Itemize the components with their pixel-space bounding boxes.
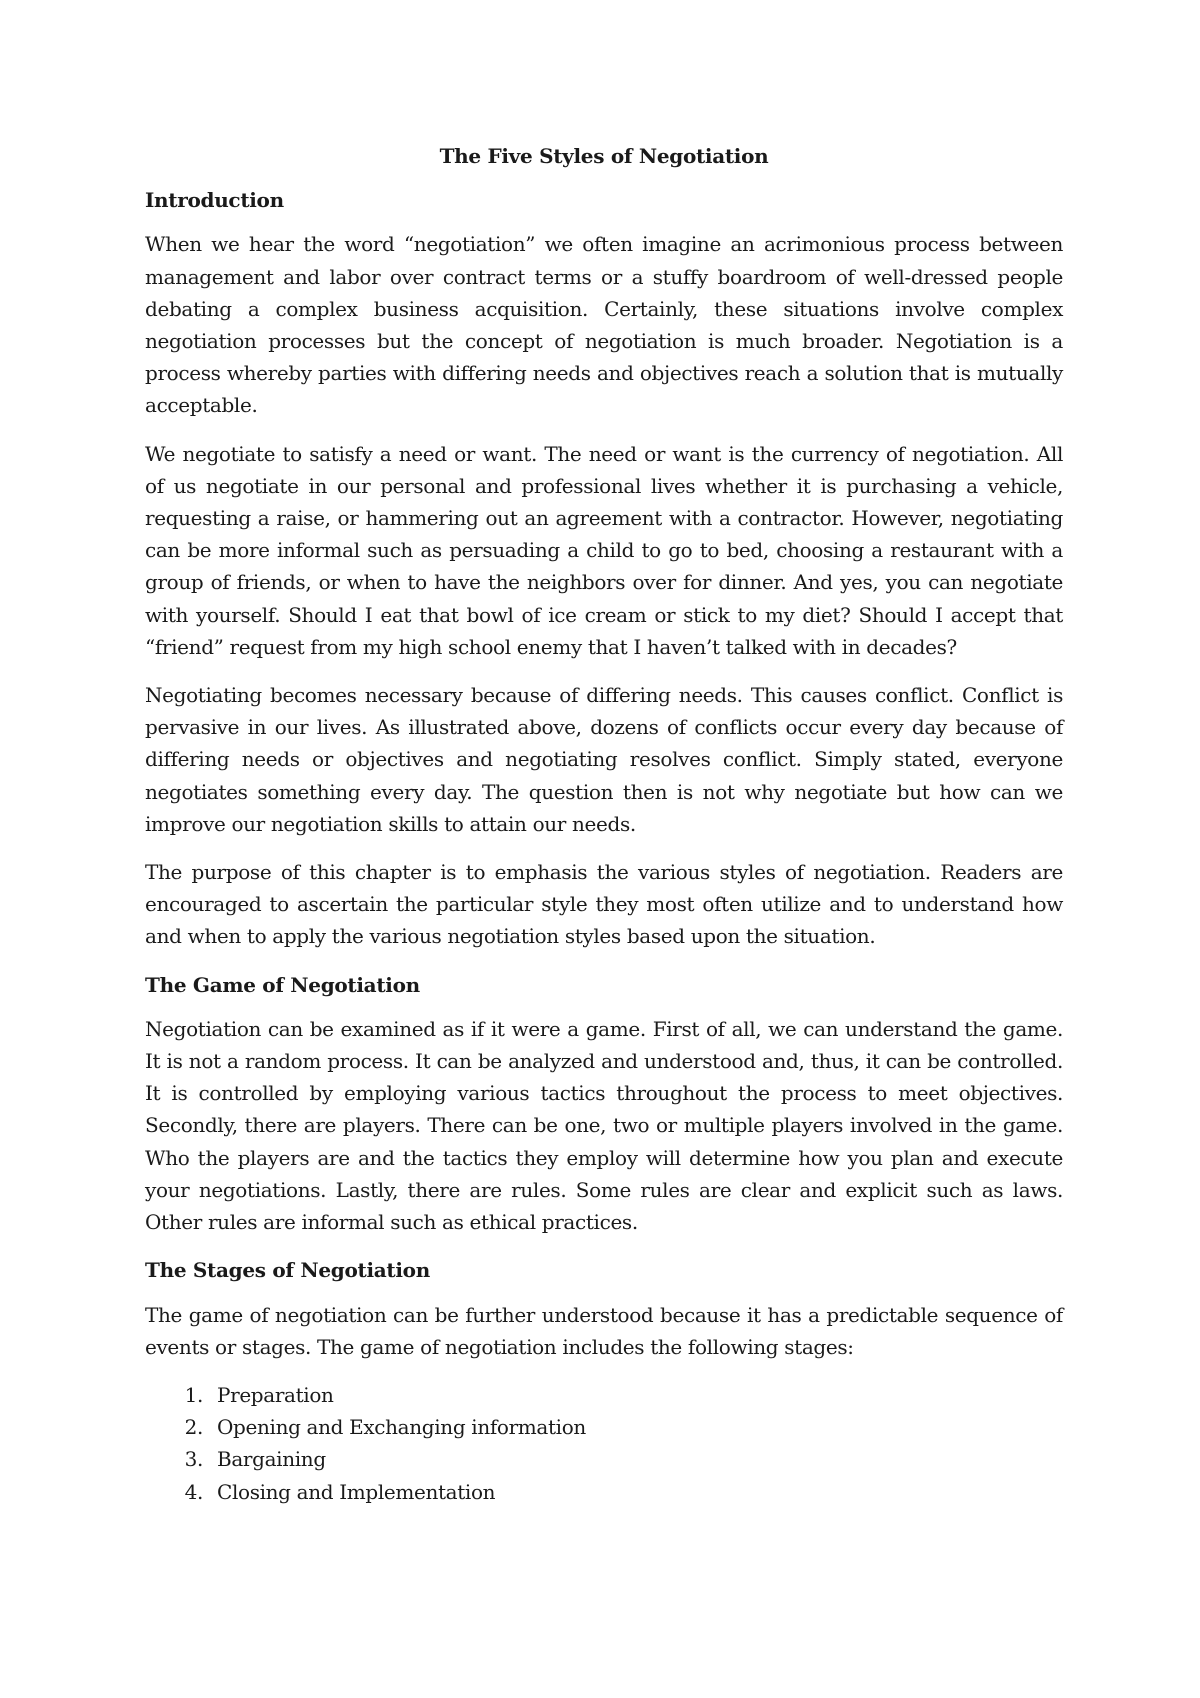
section-heading: The Game of Negotiation [145, 972, 420, 997]
list-item-number: 2. [184, 1415, 203, 1440]
section-heading: The Stages of Negotiation [145, 1258, 430, 1283]
list-item-label: Bargaining [217, 1447, 326, 1472]
section-game-of-negotiation [145, 969, 1063, 1239]
paragraph: The purpose of this chapter is to emphasis the various styles of negotiation. Readers are encouraged to ascertain the particular style they most often utilize and to understand how and when to apply the various negotiation styles based upon the situation. [145, 860, 1063, 949]
section-introduction [145, 184, 1063, 952]
list-item-number: 1. [184, 1382, 203, 1407]
document-title: The Five Styles of Negotiation [439, 144, 769, 168]
list-item [145, 1379, 1063, 1411]
list-item-number: 3. [184, 1447, 203, 1472]
list-item-label: Closing and Implementation [217, 1479, 496, 1504]
list-item-number: 4. [184, 1479, 203, 1504]
paragraph: When we hear the word “negotiation” we often imagine an acrimonious process between management and labor over contract terms or a stuffy boardroom of well-dressed people debating a complex business acquisition. Certainly, these situations involve complex negotiation processes but the concept of negotiation is much broader. Negotiation is a process whereby parties with differing needs and objectives reach a solution that is mutually acceptable. [145, 232, 1063, 418]
document-page [145, 140, 1063, 1508]
paragraph: The game of negotiation can be further understood because it has a predictable sequence of events or stages. The game of negotiation includes the following stages: [145, 1302, 1063, 1359]
section-heading: Introduction [145, 188, 284, 213]
list-item [145, 1443, 1063, 1475]
list-item-label: Opening and Exchanging information [217, 1415, 586, 1440]
section-stages-of-negotiation [145, 1254, 1063, 1507]
stages-list [145, 1379, 1063, 1508]
paragraph: Negotiating becomes necessary because of differing needs. This causes conflict. Conflict is pervasive in our lives. As illustrated above, dozens of conflicts occur every day because of differing needs or objectives and negotiating resolves conflict. Simply stated, everyone negotiates something every day. The question then is not why negotiate but how can we improve our negotiation skills to attain our needs. [145, 683, 1063, 836]
paragraph: Negotiation can be examined as if it were a game. First of all, we can understand the game. It is not a random process. It can be analyzed and understood and, thus, it can be controlled. It is controlled by employing various tactics throughout the process to meet objectives. Secondly, there are players. There can be one, two or multiple players involved in the game. Who the players are and the tactics they employ will determine how you plan and execute your negotiations. Lastly, there are rules. Some rules are clear and explicit such as laws. Other rules are informal such as ethical practices. [145, 1016, 1063, 1235]
list-item-label: Preparation [217, 1382, 334, 1407]
paragraph: We negotiate to satisfy a need or want. The need or want is the currency of negotiation. All of us negotiate in our personal and professional lives whether it is purchasing a vehicle, requesting a raise, or hammering out an agreement with a contractor. However, negotiating can be more informal such as persuading a child to go to bed, choosing a restaurant with a group of friends, or when to have the neighbors over for dinner. And yes, you can negotiate with yourself. Should I eat that bowl of ice cream or stick to my diet? Should I accept that “friend” request from my high school enemy that I haven’t talked with in decades? [145, 441, 1063, 659]
list-item [145, 1476, 1063, 1508]
list-item [145, 1411, 1063, 1443]
